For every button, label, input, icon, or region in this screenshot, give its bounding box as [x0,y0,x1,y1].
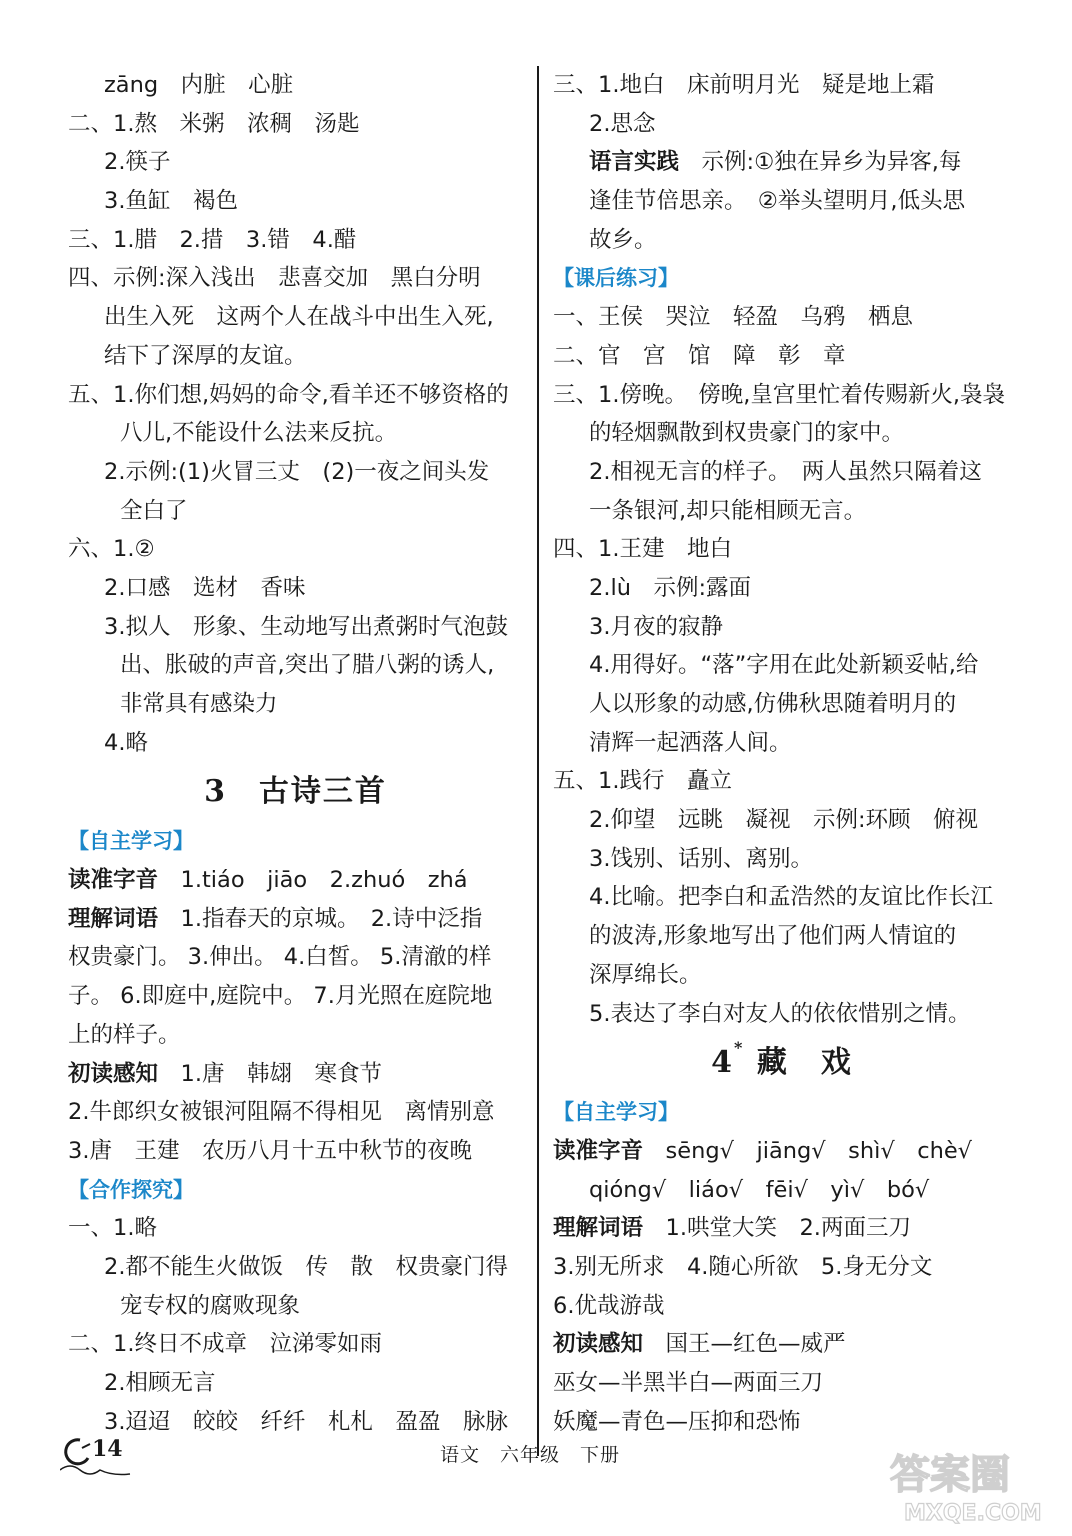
answer-text: 全白了 [120,497,188,524]
section-heading: 【自主学习】 [553,1100,679,1125]
answer-text: qióng√ liáo√ fēi√ yì√ bó√ [589,1176,930,1203]
answer-line [553,1132,1011,1171]
answer-text: 3.鱼缸 褐色 [104,188,238,215]
answer-text: 1.tiáo jiāo 2.zhuó zhá [158,867,468,894]
answer-lead-label: 理解词语 [68,905,159,932]
section-heading: 【合作探究】 [68,1177,194,1202]
answer-lead-label: 初读感知 [553,1331,644,1358]
answer-line [553,66,1011,105]
watermark-text-cn: 答案圈 [890,1452,1010,1498]
answer-text: 权贵豪门。 3.伸出。 4.白皙。 5.清澈的样 [68,944,492,971]
answer-line [553,492,1011,531]
answer-text: 四、1.王建 地白 [553,536,732,563]
answer-line [68,221,523,260]
answer-text: 八儿,不能设什么法来反抗。 [120,420,398,447]
answer-text: 故乡。 [589,226,657,253]
answer-text: 2.牛郎织女被银河阻隔不得相见 离情别意 [68,1099,495,1126]
answer-text: 三、1.傍晚。 傍晚,皇宫里忙着传赐新火,袅袅 [553,381,1006,408]
answer-text: 3.唐 王建 农历八月十五中秋节的夜晚 [68,1137,472,1164]
answer-line [68,298,523,337]
left-column [68,66,523,1441]
answer-text: 2.都不能生火做饭 传 散 权贵豪门得 [104,1253,508,1280]
watermark [880,1440,1060,1530]
answer-text: 5.表达了李白对友人的依依惜别之情。 [589,1000,971,1027]
answer-text: zāng 内脏 心脏 [104,72,294,98]
answer-text: 1.指春天的京城。 2.诗中泛指 [158,905,483,932]
answer-text: 巫女—半黑半白—两面三刀 [553,1370,824,1396]
answer-line [68,1016,523,1055]
answer-line [68,861,523,900]
answer-line [68,453,523,492]
answer-line [553,840,1011,879]
answer-text: sēng√ jiāng√ shì√ chè√ [643,1137,973,1164]
answer-line [68,1093,523,1132]
answer-line [553,298,1011,337]
answer-text: 2.lù 示例:露面 [589,574,752,601]
answer-text: 四、示例:深入浅出 悲喜交加 黑白分明 [68,265,481,292]
answer-text: 六、1.② [68,536,155,563]
answer-line [68,414,523,453]
answer-text: 出、胀破的声音,突出了腊八粥的诱人, [120,652,495,679]
answer-line [553,530,1011,569]
answer-line [68,1364,523,1403]
answer-line [68,685,523,724]
answer-text: 出生入死 这两个人在战斗中出生入死, [104,304,494,331]
answer-text: 宠专权的腐败现象 [120,1292,301,1319]
answer-line [553,801,1011,840]
answer-text: 3.月夜的寂静 [589,613,723,640]
answer-line [553,762,1011,801]
answer-lead-label: 语言实践 [589,149,680,176]
answer-line [553,956,1011,995]
answer-line [68,977,523,1016]
answer-text: 的波涛,形象地写出了他们两人情谊的 [589,923,957,950]
answer-text: 一条银河,却只能相顾无言。 [589,497,867,524]
answer-line [68,646,523,685]
lesson-title-text: 3 古诗三首 [204,774,387,810]
answer-line [553,1325,1011,1364]
answer-text: 一、王侯 哭泣 轻盈 乌鸦 栖息 [553,304,914,331]
answer-text: 2.思念 [589,110,656,137]
answer-line [68,1209,523,1248]
answer-text: 1.唐 韩翃 寒食节 [158,1060,382,1087]
answer-line [68,1132,523,1171]
answer-lead-label: 理解词语 [553,1215,644,1242]
answer-line [553,1364,1011,1403]
answer-text: 清辉一起洒落人间。 [589,729,792,756]
answer-text: 三、1.腊 2.措 3.错 4.醋 [68,226,357,253]
answer-line [68,143,523,182]
answer-line [68,259,523,298]
answer-line [68,376,523,415]
answer-text: 国王—红色—威严 [643,1331,846,1358]
answer-line [553,878,1011,917]
answer-lead-label: 读准字音 [68,867,159,894]
answer-line [68,530,523,569]
answer-line [553,1287,1011,1326]
answer-text: 二、1.终日不成章 泣涕零如雨 [68,1331,382,1358]
answer-line [553,685,1011,724]
lesson-title [553,1033,1011,1093]
answer-text: 2.示例:(1)火冒三丈 (2)一夜之间头发 [104,458,490,485]
answer-line [68,938,523,977]
answer-line [553,569,1011,608]
watermark-text-url: MXQE.COM [904,1501,1042,1526]
answer-text: 示例:①独在异乡为异客,每 [679,149,962,176]
answer-line [553,221,1011,260]
column-divider [537,66,539,1456]
answer-text: 3.拟人 形象、生动地写出煮粥时气泡鼓 [104,613,508,640]
section-heading: 【课后练习】 [553,266,679,291]
answer-text: 上的样子。 [68,1021,181,1048]
answer-text: 非常具有感染力 [120,691,278,717]
answer-text: 4.比喻。把李白和孟浩然的友谊比作长江 [589,884,993,911]
answer-text: 的轻烟飘散到权贵豪门的家中。 [589,420,905,447]
answer-text: 逢佳节倍思亲。 ②举头望明月,低头思 [589,188,966,215]
answer-line [553,646,1011,685]
answer-line [553,105,1011,144]
answer-text: 2.口感 选材 香味 [104,574,306,601]
lesson-title-rest: 藏 戏 [744,1045,853,1081]
answer-line [68,1325,523,1364]
answer-text: 结下了深厚的友谊。 [104,342,307,369]
answer-text: 3.饯别、话别、离别。 [589,845,813,872]
answer-text: 4.略 [104,729,148,756]
book-subject: 语文 六年级 下册 [440,1444,621,1466]
answer-text: 二、1.熬 米粥 浓稠 汤匙 [68,110,360,137]
answer-line [68,337,523,376]
answer-text: 2.仰望 远眺 凝视 示例:环顾 俯视 [589,807,979,834]
lesson-title [68,762,523,822]
answer-text: 1.哄堂大笑 2.两面三刀 [643,1215,911,1242]
answer-line [553,1248,1011,1287]
answer-line [68,1287,523,1326]
answer-line [68,105,523,144]
answer-text: 子。 6.即庭中,庭院中。 7.月光照在庭院地 [68,983,493,1010]
right-column [553,66,1011,1441]
answer-text: 妖魔—青色—压抑和恐怖 [553,1408,801,1435]
answer-line [553,182,1011,221]
answer-text: 3.别无所求 4.随心所欲 5.身无分文 [553,1253,933,1280]
answer-line [553,917,1011,956]
page-number: 14 [92,1436,123,1462]
answer-line [553,453,1011,492]
answer-text: 三、1.地白 床前明月光 疑是地上霜 [553,72,935,98]
answer-text: 五、1.践行 矗立 [553,768,732,795]
answer-text: 深厚绵长。 [589,961,702,988]
answer-text: 2.筷子 [104,149,171,176]
answer-line [68,1055,523,1094]
answer-text: 人以形象的动感,仿佛秋思随着明月的 [589,691,957,717]
answer-text: 五、1.你们想,妈妈的命令,看羊还不够资格的 [68,381,509,408]
answer-line [68,900,523,939]
answer-line [553,337,1011,376]
answer-line [553,724,1011,763]
answer-lead-label: 初读感知 [68,1060,159,1087]
lesson-title-text: 4 [711,1045,735,1081]
wave-decoration-icon [60,1460,140,1480]
answer-text: 2.相视无言的样子。 两人虽然只隔着这 [589,458,982,485]
answer-line [553,414,1011,453]
section-heading: 【自主学习】 [68,829,194,854]
answer-line [68,569,523,608]
answer-text: 4.用得好。“落”字用在此处新颖妥帖,给 [589,652,979,679]
answer-text: 二、官 宫 馆 障 彰 章 [553,342,846,369]
answer-line [68,608,523,647]
answer-line [68,182,523,221]
lesson-title-mark: * [734,1038,745,1058]
answer-text: 2.相顾无言 [104,1370,216,1396]
answer-line [553,995,1011,1034]
answer-line [553,143,1011,182]
answer-line [68,724,523,763]
answer-text: 3.迢迢 皎皎 纤纤 札札 盈盈 脉脉 [104,1408,508,1435]
answer-line [553,608,1011,647]
answer-line [553,1171,1011,1210]
answer-line [68,66,523,105]
answer-text: 一、1.略 [68,1215,157,1242]
answer-line [68,1248,523,1287]
answer-line [68,492,523,531]
answer-line [553,376,1011,415]
answer-line [553,1209,1011,1248]
answer-text: 6.优哉游哉 [553,1292,665,1319]
answer-lead-label: 读准字音 [553,1137,644,1164]
